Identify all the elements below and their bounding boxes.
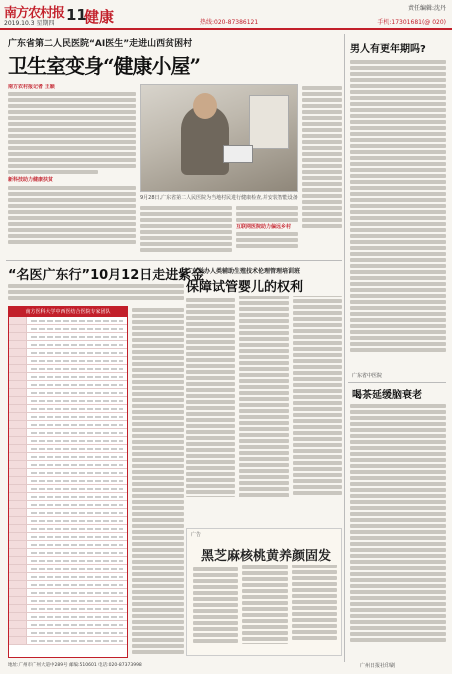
photo-medical-device <box>223 145 253 163</box>
table-row <box>9 333 127 341</box>
table-row <box>9 421 127 429</box>
table-row <box>9 453 127 461</box>
right-headline: 男人有更年期吗? <box>350 44 426 55</box>
table-row <box>9 469 127 477</box>
right-divider <box>348 382 446 383</box>
main-headline: 卫生室变身“健康小屋” <box>8 54 201 78</box>
story2-text <box>8 282 184 304</box>
table-row <box>9 541 127 549</box>
table-row <box>9 533 127 541</box>
story3-headline: 保障试管婴儿的权利 <box>186 280 304 295</box>
main-story-text-3 <box>236 204 298 260</box>
table-row <box>9 549 127 557</box>
table-row <box>9 477 127 485</box>
table-row <box>9 437 127 445</box>
table-row <box>9 341 127 349</box>
main-subhead-2: 互联网医院助力偏远乡村 <box>236 224 292 230</box>
ad-label: 广告 <box>191 532 202 538</box>
table-row <box>9 389 127 397</box>
story2-headline: “名医广东行”10月12日走进紫金 <box>8 268 205 283</box>
table-row <box>9 629 127 637</box>
expert-table <box>8 306 128 658</box>
table-row <box>9 461 127 469</box>
table-row <box>9 589 127 597</box>
issue-date: 2019.10.3 星期四 <box>4 20 55 27</box>
table-row <box>9 365 127 373</box>
table-row <box>9 349 127 357</box>
main-story-text-2 <box>140 204 232 260</box>
photo-person-head <box>193 93 217 119</box>
table-row <box>9 381 127 389</box>
section-divider <box>6 260 342 261</box>
main-kicker: 广东省第二人民医院“AI医生”走进山西贫困村 <box>8 39 193 49</box>
main-photo <box>140 84 298 192</box>
mobile-number: 手机:17301681(@ 020) <box>377 19 446 26</box>
footer-address: 地址:广州市广州大道中289号 邮编:510601 电话:020-87373998 <box>8 663 142 668</box>
photo-wall-board <box>249 95 289 149</box>
table-row <box>9 325 127 333</box>
table-row <box>9 517 127 525</box>
table-row <box>9 525 127 533</box>
right-headline-2: 喝茶延缓脑衰老 <box>352 390 422 401</box>
table-row <box>9 429 127 437</box>
table-row <box>9 493 127 501</box>
table-row <box>9 621 127 629</box>
section-title: 健康 <box>84 8 115 26</box>
table-row <box>9 573 127 581</box>
column-divider <box>344 34 345 662</box>
masthead <box>0 0 452 30</box>
table-row <box>9 485 127 493</box>
photo-caption: 9月28日,广东省第二人民医院为当地村民进行健康检查,并安装智能设备 <box>140 195 298 201</box>
story2-text-2 <box>132 306 184 658</box>
hotline: 热线:020-87386121 <box>200 19 259 26</box>
table-row <box>9 373 127 381</box>
right-story-text <box>350 58 446 368</box>
table-row <box>9 445 127 453</box>
main-story-text-4 <box>302 84 342 260</box>
table-row <box>9 501 127 509</box>
footer-printer: 广州日报社印刷 <box>360 663 396 669</box>
table-row <box>9 581 127 589</box>
table-row <box>9 317 127 325</box>
table-row <box>9 405 127 413</box>
editor-info: 责任编辑:沈丹 <box>407 5 446 12</box>
table-row <box>9 413 127 421</box>
right-story-text-2 <box>350 402 446 658</box>
main-byline: 南方农村报记者 王颖 <box>8 84 55 90</box>
table-row <box>9 397 127 405</box>
table-row <box>9 613 127 621</box>
main-subhead: 新科技助力健康扶贫 <box>8 177 54 183</box>
table-row <box>9 597 127 605</box>
story3-kicker: 广东举办人类辅助生殖技术伦理管理培训班 <box>186 268 301 275</box>
story3-text <box>186 296 342 522</box>
table-row <box>9 637 127 645</box>
table-row <box>9 565 127 573</box>
expert-table-title: 南方医科大学中西医结合医院专家团队 <box>9 307 127 317</box>
table-row <box>9 605 127 613</box>
ad-text <box>193 565 337 651</box>
ad-title: 黑芝麻核桃黄养颜固发 <box>201 549 332 564</box>
newspaper-logo: 南方农村报 <box>4 6 65 21</box>
right-byline: 广东省中医院 <box>352 373 383 379</box>
table-row <box>9 509 127 517</box>
advertisement <box>186 528 342 656</box>
table-row <box>9 357 127 365</box>
page-number: 11 <box>66 6 87 24</box>
table-row <box>9 557 127 565</box>
main-story-text <box>8 84 136 260</box>
